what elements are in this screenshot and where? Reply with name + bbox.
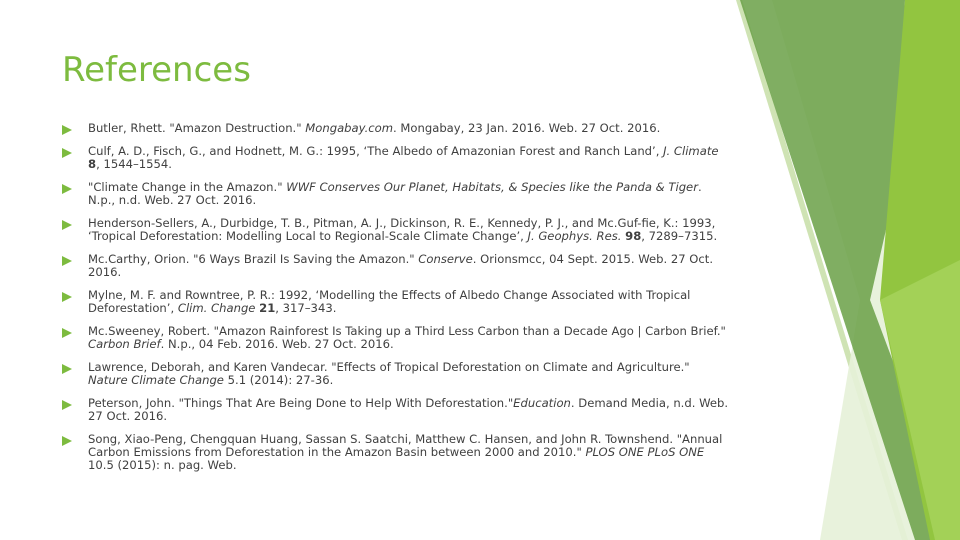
reference-text: Peterson, John. "Things That Are Being Done to Help With Deforestation.": [88, 396, 514, 411]
reference-source: Mongabay.com: [305, 121, 394, 135]
reference-source: J. Climate: [663, 144, 719, 159]
reference-item: [62, 145, 732, 171]
reference-text-cont: . Mongabay, 23 Jan. 2016. Web. 27 Oct. 2016.: [393, 121, 661, 135]
reference-pages: , 1544–1554.: [96, 156, 172, 171]
reference-source: Conserve: [418, 252, 473, 267]
reference-text: Mylne, M. F. and Rowntree, P. R.: 1992, ‘Modelling the Effects of Albedo Change Associated with Tropical Deforestation’,: [88, 288, 691, 315]
reference-item: [62, 433, 732, 471]
reference-source: J. Geophys. Res.: [527, 228, 622, 243]
reference-item: [62, 361, 732, 387]
reference-text: Henderson-Sellers, A., Durbidge, T. B., Pitman, A. J., Dickinson, R. E., Kennedy, P. J., and Mc.Guf-fie, K.: 1993, ‘Tropical Deforestation: Modelling Local to Regional-Scale Climate Change’,: [88, 216, 716, 243]
right-triangle-bullet-icon: [62, 184, 72, 194]
reference-volume: 8: [88, 156, 97, 171]
right-triangle-bullet-icon: [62, 364, 72, 374]
reference-item: [62, 122, 732, 135]
reference-text: Lawrence, Deborah, and Karen Vandecar. "Effects of Tropical Deforestation on Climate and Agriculture.": [88, 360, 690, 375]
right-triangle-bullet-icon: [62, 125, 72, 135]
reference-pages: , 7289–7315.: [641, 228, 718, 243]
reference-text: Song, Xiao-Peng, Chengquan Huang, Sassan S. Saatchi, Matthew C. Hansen, and John R. Townshend. "Annual Carbon Emissions from Deforestation in the Amazon Basin between 2000 and 2010.": [88, 432, 723, 459]
reference-text-cont: 5.1 (2014): 27-36.: [223, 372, 334, 387]
reference-item: [62, 217, 732, 243]
reference-text-cont: . N.p., n.d. Web. 27 Oct. 2016.: [88, 180, 702, 207]
right-triangle-bullet-icon: [62, 328, 72, 338]
right-triangle-bullet-icon: [62, 256, 72, 266]
reference-source: Education: [513, 396, 571, 411]
reference-text: Butler, Rhett. "Amazon Destruction.": [88, 121, 306, 135]
right-triangle-bullet-icon: [62, 400, 72, 410]
right-triangle-bullet-icon: [62, 148, 72, 158]
reference-source: Carbon Brief: [88, 336, 161, 351]
reference-item: [62, 325, 732, 351]
reference-text: "Climate Change in the Amazon.": [88, 180, 287, 195]
reference-source: PLOS ONE PLoS ONE: [585, 444, 705, 459]
right-triangle-bullet-icon: [62, 220, 72, 230]
reference-text: Culf, A. D., Fisch, G., and Hodnett, M. G.: 1995, ‘The Albedo of Amazonian Forest and Ranch Land’,: [88, 144, 664, 159]
slide-title: References: [62, 50, 251, 90]
right-triangle-bullet-icon: [62, 292, 72, 302]
reference-text-cont: . N.p., 04 Feb. 2016. Web. 27 Oct. 2016.: [160, 336, 394, 351]
reference-item: [62, 181, 732, 207]
reference-item: [62, 289, 732, 315]
reference-source: WWF Conserves Our Planet, Habitats, & Species like the Panda & Tiger: [286, 180, 698, 195]
right-triangle-bullet-icon: [62, 436, 72, 446]
reference-text-cont: . Demand Media, n.d. Web. 27 Oct. 2016.: [88, 396, 729, 423]
reference-text: Mc.Carthy, Orion. "6 Ways Brazil Is Saving the Amazon.": [88, 252, 419, 267]
reference-source: Clim. Change: [177, 300, 256, 315]
reference-text-cont: 10.5 (2015): n. pag. Web.: [88, 457, 237, 472]
reference-item: [62, 253, 732, 279]
reference-volume: 21: [259, 300, 276, 315]
reference-text-cont: . Orionsmcc, 04 Sept. 2015. Web. 27 Oct. 2016.: [88, 252, 714, 279]
reference-volume: 98: [625, 228, 642, 243]
reference-source: Nature Climate Change: [88, 372, 224, 387]
reference-item: [62, 397, 732, 423]
reference-pages: , 317–343.: [275, 300, 337, 315]
reference-list: [62, 122, 732, 482]
reference-text: Mc.Sweeney, Robert. "Amazon Rainforest Is Taking up a Third Less Carbon than a Decade Ago | Carbon Brief.": [88, 324, 726, 339]
